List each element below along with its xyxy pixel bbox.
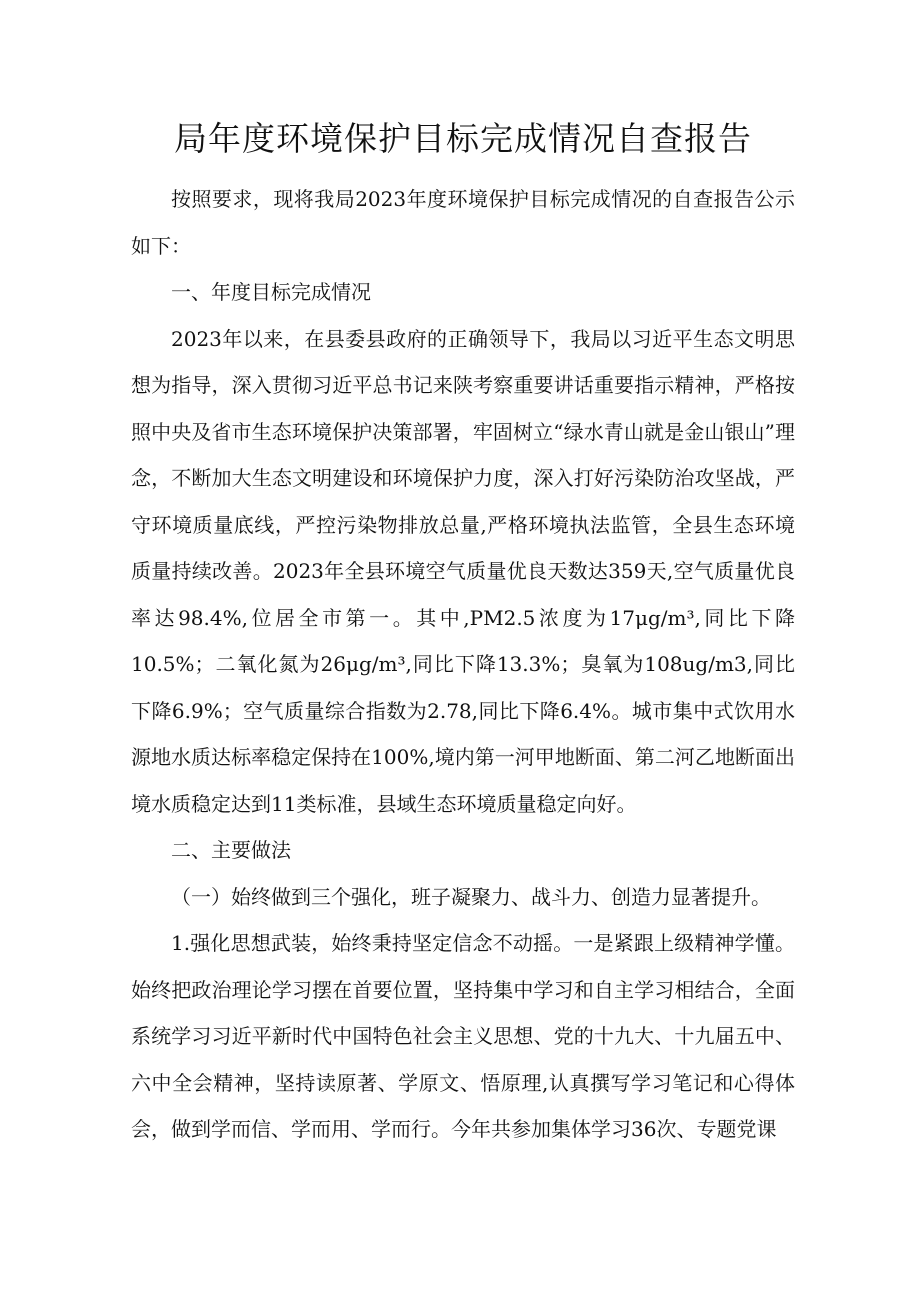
- subsection-heading-1: （一）始终做到三个强化，班子凝聚力、战斗力、创造力显著提升。: [171, 884, 771, 909]
- section-heading-1: 一、年度目标完成情况: [171, 280, 371, 304]
- body-paragraph-2: 1.强化思想武装，始终秉持坚定信念不动摇。一是紧跟上级精神学懂。始终把政治理论学习摆在首要位置，坚持集中学习和自主学习相结合，全面系统学习习近平新时代中国特色社会主义思想、党的十九大、十九届五中、六中全会精神，坚持读原著、学原文、悟原理,认真撰写学习笔记和心得体会，做到学而信、学而用、学而行。今年共参加集体学习36次、专题党课: [131, 931, 795, 1141]
- document-title: 局年度环境保护目标完成情况自查报告: [174, 119, 752, 158]
- body-paragraph-1: 2023年以来，在县委县政府的正确领导下，我局以习近平生态文明思想为指导，深入贯彻习近平总书记来陕考察重要讲话重要指示精神，严格按照中央及省市生态环境保护决策部署，牢固树立“绿水青山就是金山银山”理念，不断加大生态文明建设和环境保护力度，深入打好污染防治攻坚战，严守环境质量底线，严控污染物排放总量,严格环境执法监管，全县生态环境质量持续改善。2023年全县环境空气质量优良天数达359天,空气质量优良率达98.4%,位居全市第一。其中,PM2.5浓度为17μg/m³,同比下降10.5%；二氧化氮为26μg/m³,同比下降13.3%；臭氧为108ug/m3,同比下降6.9%；空气质量综合指数为2.78,同比下降6.4%。城市集中式饮用水源地水质达标率稳定保持在100%,境内第一河甲地断面、第二河乙地断面出境水质稳定达到11类标准，县域生态环境质量稳定向好。: [131, 326, 795, 816]
- section-heading-2: 二、主要做法: [171, 838, 291, 862]
- intro-paragraph: 按照要求，现将我局2023年度环境保护目标完成情况的自查报告公示如下：: [131, 187, 795, 258]
